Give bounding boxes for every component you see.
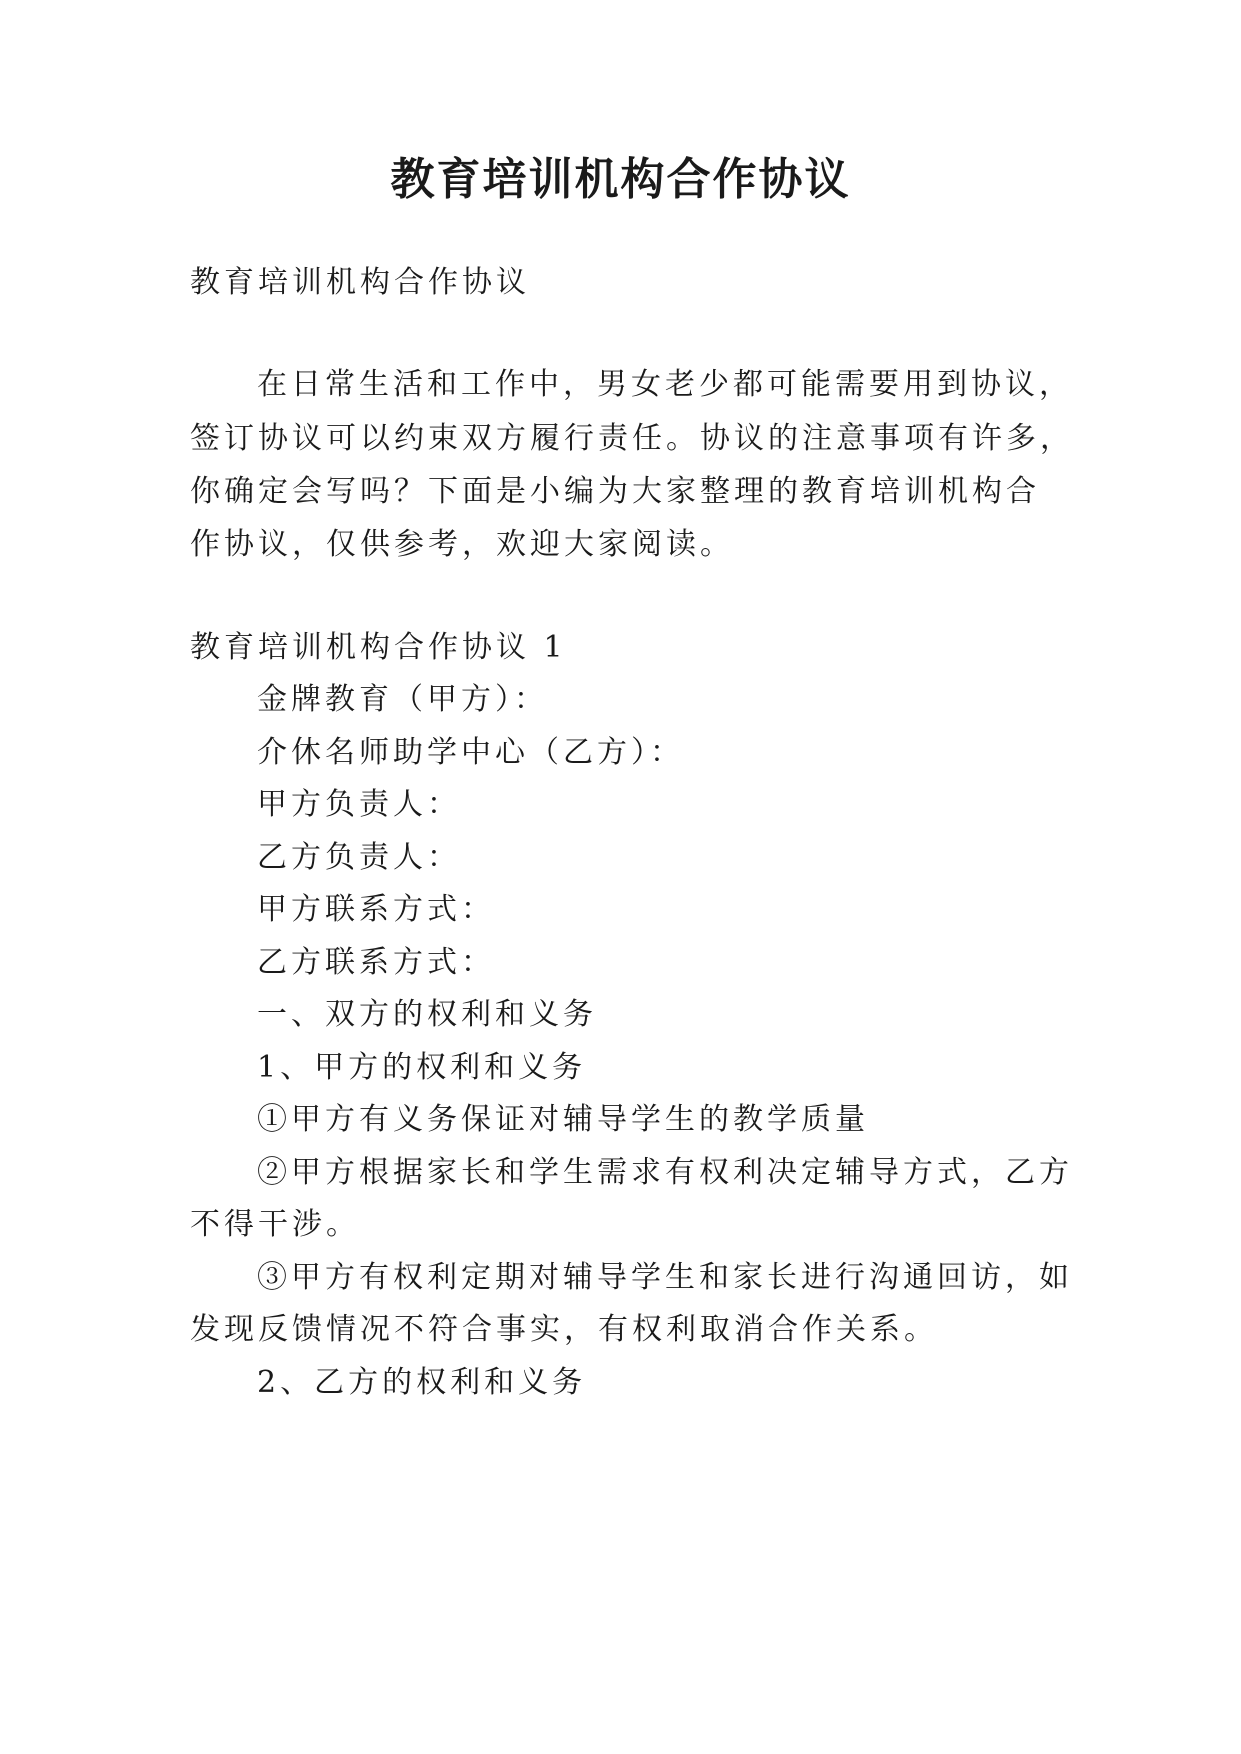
- clause-item: ①甲方有义务保证对辅导学生的教学质量: [257, 1102, 869, 1137]
- document-subtitle: 教育培训机构合作协议: [190, 265, 530, 300]
- party-a-field: 金牌教育（甲方）：: [257, 682, 548, 717]
- clause-item: ③甲方有权利定期对辅导学生和家长进行沟通回访，如: [257, 1260, 1073, 1295]
- clause-item-continuation: 发现反馈情况不符合事实，有权利取消合作关系。: [190, 1312, 938, 1347]
- clause-heading: 一、双方的权利和义务: [257, 997, 597, 1032]
- clause-item-continuation: 不得干涉。: [190, 1207, 360, 1242]
- document-title: 教育培训机构合作协议: [390, 154, 851, 205]
- party-b-contact-field: 乙方联系方式：: [257, 945, 495, 980]
- intro-line: 你确定会写吗？下面是小编为大家整理的教育培训机构合: [190, 474, 1040, 509]
- party-a-contact-field: 甲方联系方式：: [257, 892, 495, 927]
- clause-subheading: 2、乙方的权利和义务: [257, 1365, 587, 1400]
- intro-line: 作协议，仅供参考，欢迎大家阅读。: [190, 527, 734, 562]
- intro-line: 在日常生活和工作中，男女老少都可能需要用到协议，: [257, 367, 1073, 402]
- party-b-head-field: 乙方负责人：: [257, 840, 461, 875]
- party-a-head-field: 甲方负责人：: [257, 787, 461, 822]
- section-title: 教育培训机构合作协议 1: [190, 630, 567, 665]
- intro-line: 签订协议可以约束双方履行责任。协议的注意事项有许多，: [190, 421, 1074, 456]
- clause-subheading: 1、甲方的权利和义务: [257, 1050, 587, 1085]
- party-b-field: 介休名师助学中心（乙方）：: [257, 735, 684, 770]
- clause-item: ②甲方根据家长和学生需求有权利决定辅导方式，乙方: [257, 1155, 1073, 1190]
